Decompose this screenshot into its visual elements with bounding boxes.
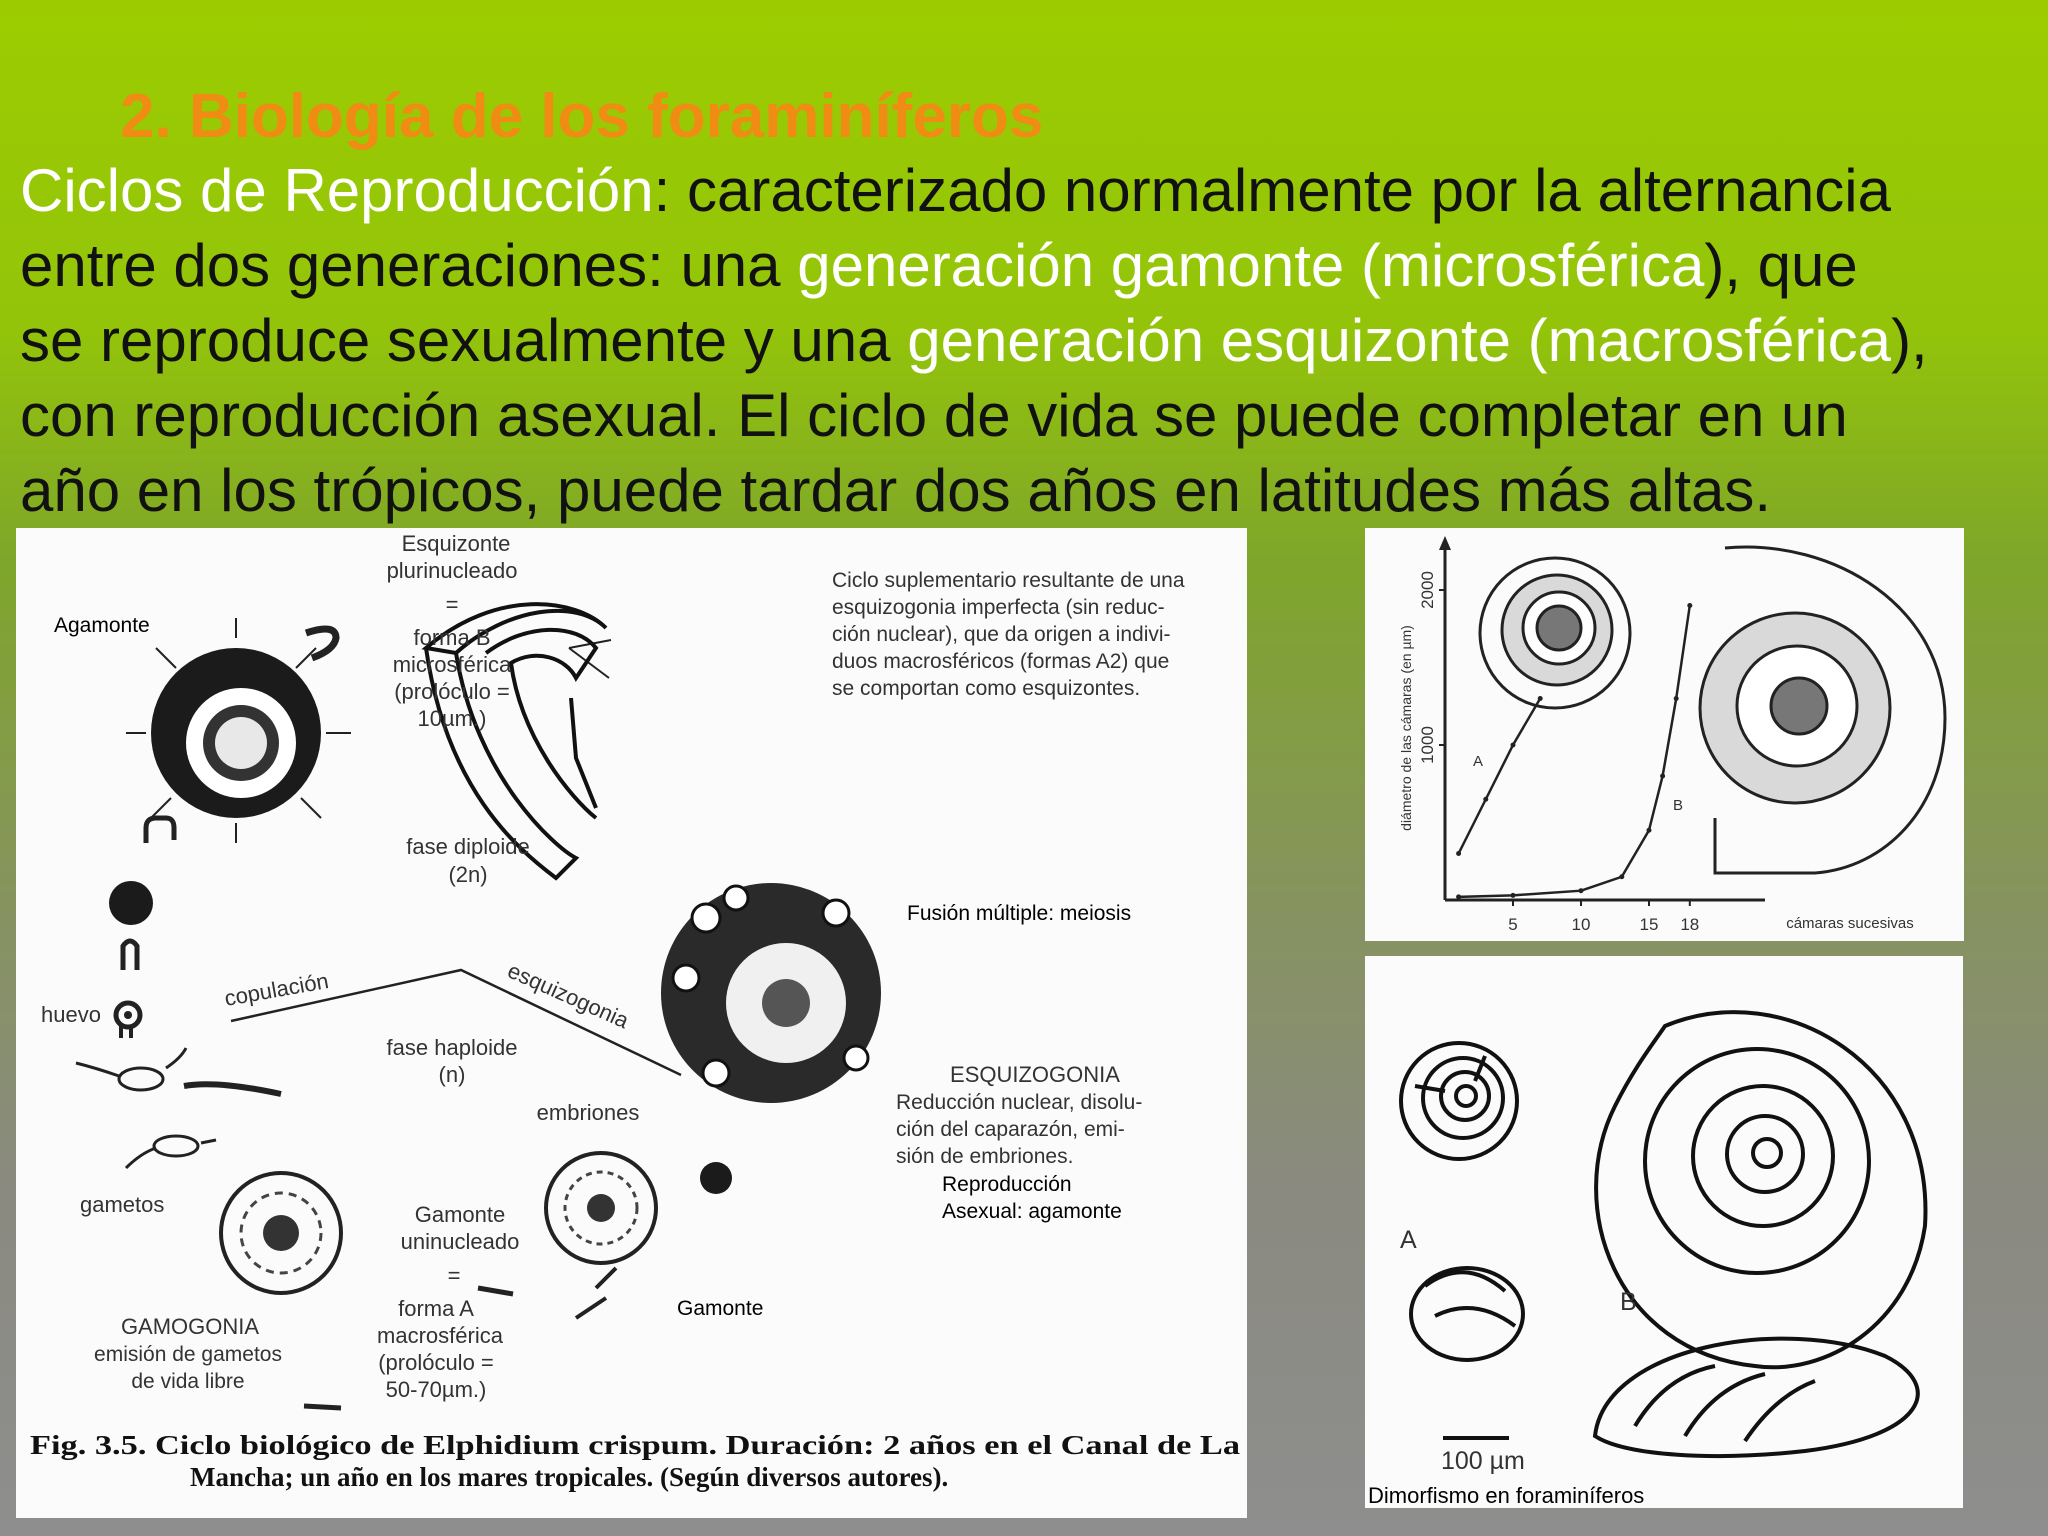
text-run: ), que	[1704, 232, 1858, 299]
y-axis-arrowhead	[1439, 536, 1451, 550]
label-size-b: 10µm.)	[417, 706, 487, 731]
esquizogonia-line-1: Reducción nuclear, disolu-	[896, 1091, 1143, 1114]
foram-b-label: B	[1673, 797, 1684, 814]
label-equals: =	[445, 592, 459, 617]
text-run: entre dos generaciones: una	[20, 232, 798, 299]
label-fase-haploide: fase haploide	[386, 1035, 518, 1060]
shell-a-side	[1411, 1268, 1523, 1360]
label-embriones: embriones	[536, 1100, 640, 1125]
shell-label-a: A	[1400, 1226, 1417, 1254]
gamogonia-foram	[221, 1173, 341, 1293]
suppl-line-3: ción nuclear), que da origen a indivi-	[832, 623, 1171, 646]
chamber-growth-chart	[1365, 528, 1964, 941]
embryo-foram	[700, 1162, 732, 1194]
annotation-asexual: Asexual: agamonte	[942, 1200, 1122, 1223]
label-equals-a: =	[447, 1263, 461, 1288]
schizogony-cluster	[661, 883, 881, 1103]
shell-b-side	[1595, 1339, 1918, 1456]
label-gametos: gametos	[80, 1192, 165, 1217]
label-huevo: huevo	[41, 1002, 101, 1027]
gamete-shapes	[76, 1048, 216, 1168]
y-axis-label: diámetro de las cámaras (en µm)	[1398, 625, 1414, 831]
scale-bar-label: 100 µm	[1441, 1447, 1525, 1475]
life-cycle-figure	[16, 528, 1247, 1518]
annotation-dimorfismo: Dimorfismo en foraminíferos	[1368, 1483, 1645, 1508]
cycle-arrow-curve	[184, 1084, 281, 1094]
x-tick-label: 15	[1639, 915, 1659, 934]
series-point-a	[1538, 696, 1543, 701]
series-point-b	[1687, 603, 1692, 608]
suppl-line-5: se comportan como esquizontes.	[832, 677, 1141, 700]
label-gamogonia-title: GAMOGONIA	[120, 1314, 260, 1339]
esquizogonia-line-3: sión de embriones.	[896, 1145, 1074, 1168]
label-microsferica: microsférica	[392, 652, 512, 677]
highlight-term: Ciclos de Reproducción	[20, 157, 654, 224]
foram-section-b	[1700, 547, 1945, 873]
label-plurinucleado: plurinucleado	[386, 558, 518, 583]
gamonte-foram	[546, 1153, 656, 1263]
slide-title: 2. Biología de los foraminíferos	[120, 82, 1044, 151]
foram-section-a	[1480, 558, 1630, 708]
series-point-b	[1660, 774, 1665, 779]
paragraph-line-5: año en los trópicos, puede tardar dos años en latitudes más altas.	[20, 457, 1772, 524]
annotation-agamonte: Agamonte	[54, 614, 150, 637]
egg-nucleus	[124, 1011, 132, 1019]
y-tick-label: 2000	[1418, 571, 1437, 609]
figure-caption-line-1: Fig. 3.5. Ciclo biológico de Elphidium crispum. Duración: 2 años en el Canal de La	[30, 1430, 1241, 1460]
shell-a-top	[1401, 1043, 1517, 1159]
series-point-a	[1511, 743, 1516, 748]
text-run: : caracterizado normalmente por la alternancia	[653, 157, 1891, 224]
paragraph-line-4: con reproducción asexual. El ciclo de vida se puede completar en un	[20, 382, 1848, 449]
paragraph-line-3	[20, 303, 2040, 378]
annotation-gamonte: Gamonte	[677, 1297, 764, 1320]
label-esquizonte: Esquizonte	[401, 531, 511, 556]
gamogonia-line-2: de vida libre	[131, 1370, 245, 1393]
annotation-reproduccion: Reproducción	[942, 1173, 1072, 1196]
annotation-fusion: Fusión múltiple: meiosis	[907, 902, 1132, 925]
x-tick-label: 5	[1508, 915, 1518, 934]
dimorphism-figure	[1365, 956, 1963, 1508]
label-esquizogonia-arrow: esquizogonia	[503, 957, 633, 1034]
series-point-a	[1483, 797, 1488, 802]
text-run: ),	[1891, 307, 1928, 374]
label-2n: (2n)	[448, 862, 488, 887]
dimorphism-drawing	[1365, 956, 1963, 1508]
label-uninucleado: uninucleado	[400, 1229, 520, 1254]
label-esquizogonia-title: ESQUIZOGONIA	[950, 1062, 1120, 1087]
highlight-term: generación gamonte (microsférica	[797, 232, 1705, 299]
label-forma-a: forma A	[398, 1296, 474, 1321]
gamogonia-line-1: emisión de gametos	[94, 1343, 282, 1366]
label-macrosferica: macrosférica	[377, 1323, 503, 1348]
x-tick-label: 18	[1680, 915, 1700, 934]
hook-shape	[146, 818, 174, 843]
series-point-b	[1579, 888, 1584, 893]
suppl-line-1: Ciclo suplementario resultante de una	[832, 569, 1185, 592]
paragraph-line-2	[20, 228, 2040, 303]
figure-caption-line-2: Mancha; un año en los mares tropicales. (Según diversos autores).	[190, 1462, 949, 1492]
suppl-line-2: esquizogonia imperfecta (sin reduc-	[832, 596, 1165, 619]
x-tick-label: 10	[1571, 915, 1591, 934]
juvenile-foram	[109, 881, 153, 925]
label-proloculo-b: (prolóculo =	[394, 679, 510, 704]
paragraph-line-1	[20, 153, 2040, 228]
label-forma-b: forma B	[413, 625, 491, 650]
shell-b-top	[1596, 1012, 1925, 1367]
y-tick-label: 1000	[1418, 726, 1437, 764]
series-point-b	[1619, 874, 1624, 879]
label-fase-diploide: fase diploide	[406, 834, 530, 859]
suppl-line-4: duos macrosféricos (formas A2) que	[832, 650, 1170, 673]
label-size-a: 50-70µm.)	[385, 1377, 487, 1402]
series-point-a	[1456, 851, 1461, 856]
text-run: se reproduce sexualmente y una	[20, 307, 908, 374]
series-point-b	[1647, 828, 1652, 833]
highlight-term: generación esquizonte (macrosférica	[907, 307, 1892, 374]
arrow-stroke	[576, 1268, 616, 1318]
series-point-b	[1511, 893, 1516, 898]
esquizogonia-line-2: ción del caparazón, emi-	[896, 1118, 1125, 1141]
foram-a-label: A	[1473, 753, 1484, 770]
x-axis-label: cámaras sucesivas	[1786, 915, 1914, 932]
arrow-stroke	[304, 1406, 341, 1408]
series-line-a	[1459, 699, 1541, 854]
label-gamonte: Gamonte	[414, 1202, 506, 1227]
life-cycle-drawing	[16, 528, 1247, 1518]
hook-shape	[123, 941, 137, 970]
label-copulacion: copulación	[222, 968, 331, 1011]
chamber-growth-figure	[1365, 528, 1964, 941]
series-point-b	[1456, 894, 1461, 899]
shell-label-b: B	[1620, 1288, 1637, 1316]
label-n: (n)	[438, 1062, 466, 1087]
agamonte-foram	[126, 618, 351, 843]
foram-nucleus	[215, 717, 267, 769]
label-proloculo-a: (prolóculo =	[378, 1350, 494, 1375]
series-point-b	[1674, 696, 1679, 701]
arrow-stroke	[478, 1288, 513, 1294]
body-paragraph	[20, 153, 2040, 528]
shell-edge	[571, 698, 596, 808]
